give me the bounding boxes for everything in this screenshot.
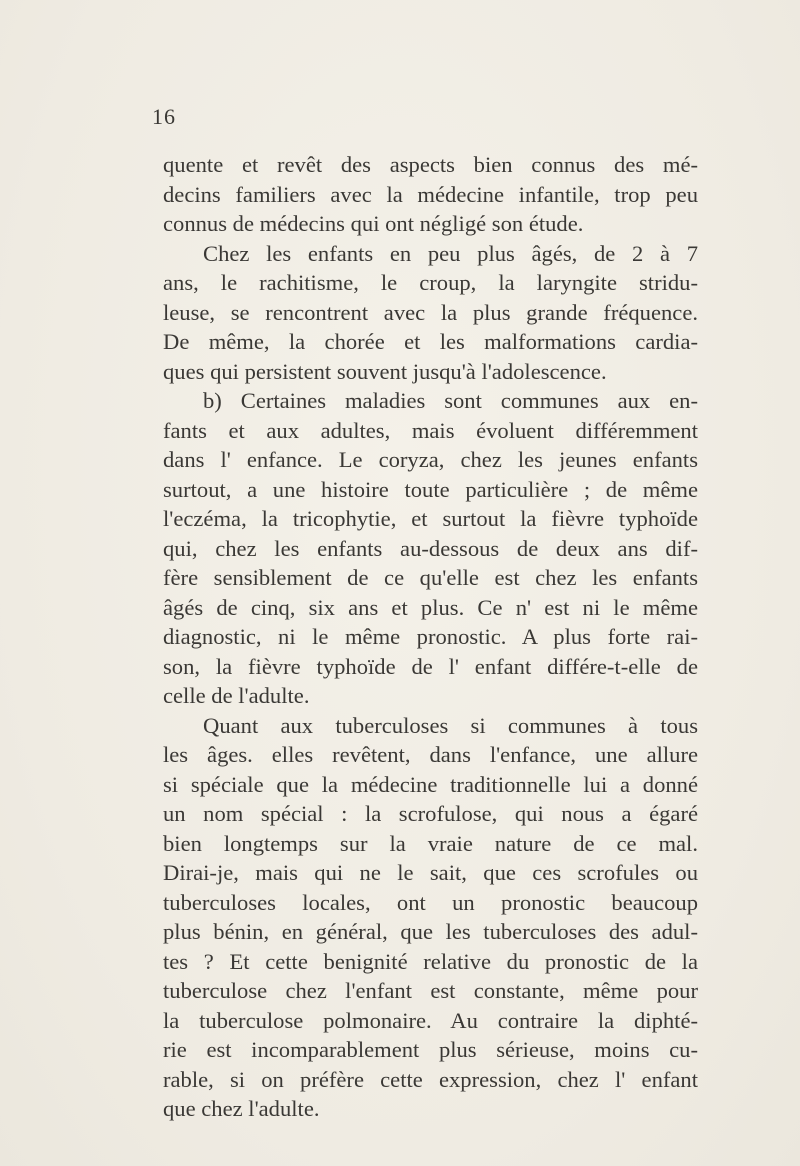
text-line: tuberculoses locales, ont un pronostic beaucoup xyxy=(163,889,698,915)
text-line: Quant aux tuberculoses si communes à tous xyxy=(203,712,698,738)
text-line: si spéciale que la médecine traditionnelle lui a donné xyxy=(163,771,698,797)
text-line: plus bénin, en général, que les tuberculoses des adul- xyxy=(163,919,698,944)
text-line: que chez l'adulte. xyxy=(163,1096,320,1121)
text-line: rable, si on préfère cette expression, chez l' enfant xyxy=(163,1066,698,1092)
text-line: bien longtemps sur la vraie nature de ce mal. xyxy=(163,830,698,856)
text-line: les âges. elles revêtent, dans l'enfance, une allure xyxy=(163,742,698,767)
text-line: quente et revêt des aspects bien connus des mé- xyxy=(163,152,698,177)
text-line: l'eczéma, la tricophytie, et surtout la fièvre typhoïde xyxy=(163,506,698,531)
text-line: fants et aux adultes, mais évoluent différemment xyxy=(163,417,698,443)
text-line: la tuberculose polmonaire. Au contraire la diphté- xyxy=(163,1007,698,1033)
page-number: 16 xyxy=(152,104,176,129)
text-line: âgés de cinq, six ans et plus. Ce n' est ni le même xyxy=(163,594,698,620)
text-line: ans, le rachitisme, le croup, la laryngite stridu- xyxy=(163,270,698,295)
text-line: son, la fièvre typhoïde de l' enfant différe-t-elle de xyxy=(163,653,698,679)
text-line: un nom spécial : la scrofulose, qui nous a égaré xyxy=(163,801,698,826)
text-line: Chez les enfants en peu plus âgés, de 2 à 7 xyxy=(203,240,698,266)
text-line: rie est incomparablement plus sérieuse, moins cu- xyxy=(163,1037,698,1062)
body-text xyxy=(163,150,698,1124)
text-line: qui, chez les enfants au-dessous de deux ans dif- xyxy=(163,535,698,561)
text-line: tes ? Et cette benignité relative du pronostic de la xyxy=(163,948,698,974)
text-line: decins familiers avec la médecine infantile, trop peu xyxy=(163,181,698,207)
text-line: celle de l'adulte. xyxy=(163,683,310,708)
text-line: connus de médecins qui ont négligé son étude. xyxy=(163,211,584,236)
text-line: diagnostic, ni le même pronostic. A plus forte rai- xyxy=(163,624,698,649)
text-line: fère sensiblement de ce qu'elle est chez les enfants xyxy=(163,565,698,590)
text-line: dans l' enfance. Le coryza, chez les jeunes enfants xyxy=(163,447,698,472)
text-line: ques qui persistent souvent jusqu'à l'adolescence. xyxy=(163,358,607,384)
text-line: Dirai-je, mais qui ne le sait, que ces scrofules ou xyxy=(163,860,698,885)
text-line: surtout, a une histoire toute particulière ; de même xyxy=(163,476,698,502)
text-line: leuse, se rencontrent avec la plus grande fréquence. xyxy=(163,299,698,325)
text-line: b) Certaines maladies sont communes aux en- xyxy=(203,388,698,413)
text-line: De même, la chorée et les malformations cardia- xyxy=(163,329,698,354)
text-line: tuberculose chez l'enfant est constante, même pour xyxy=(163,978,698,1003)
